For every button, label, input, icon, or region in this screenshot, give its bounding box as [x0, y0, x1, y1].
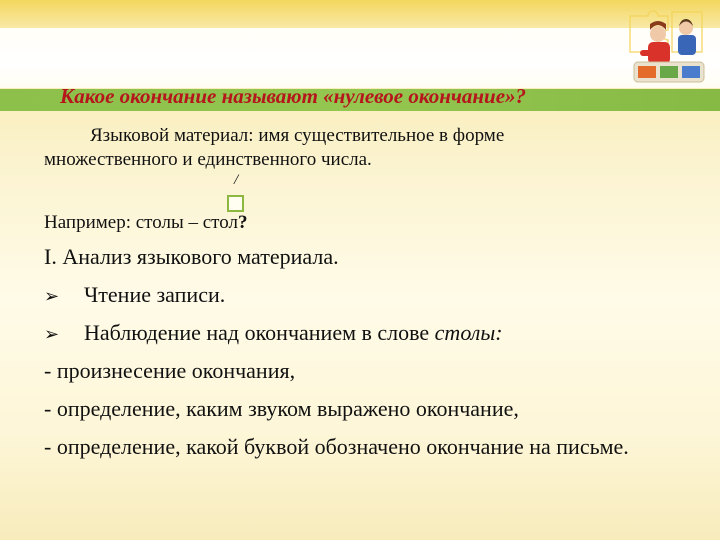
- bullet-word-italic: столы:: [434, 320, 503, 345]
- example-line: [44, 212, 247, 234]
- top-band: [0, 0, 720, 28]
- bullet-text-1: Чтение записи.: [84, 282, 226, 307]
- example-question-mark: ?: [237, 212, 248, 233]
- dash-item-3: - определение, какой буквой обозначено окончание на письме.: [44, 434, 629, 459]
- dash-item-1: - произнесение окончания,: [44, 358, 296, 383]
- bullet-arrow-icon: ➢: [44, 324, 60, 345]
- tick-mark: /: [234, 172, 239, 188]
- list-item: [44, 320, 503, 348]
- bullet-text-2: Наблюдение над окончанием в слове: [84, 320, 435, 345]
- language-material: [44, 124, 684, 172]
- material-line-2: множественного и единственного числа.: [44, 149, 372, 170]
- puzzle-children-image: [620, 4, 720, 86]
- white-panel: [0, 28, 720, 88]
- list-item: [44, 282, 225, 310]
- list-heading: I. Анализ языкового материала.: [44, 244, 339, 269]
- empty-square-icon: [227, 195, 244, 212]
- material-line-1: Языковой материал: имя существительное в форме: [90, 125, 505, 146]
- example-text: Например: столы – стол: [44, 212, 238, 233]
- page-title: Какое окончание называют «нулевое окончание»?: [60, 84, 527, 108]
- dash-item-2: - определение, каким звуком выражено окончание,: [44, 396, 519, 421]
- bullet-arrow-icon: ➢: [44, 286, 60, 307]
